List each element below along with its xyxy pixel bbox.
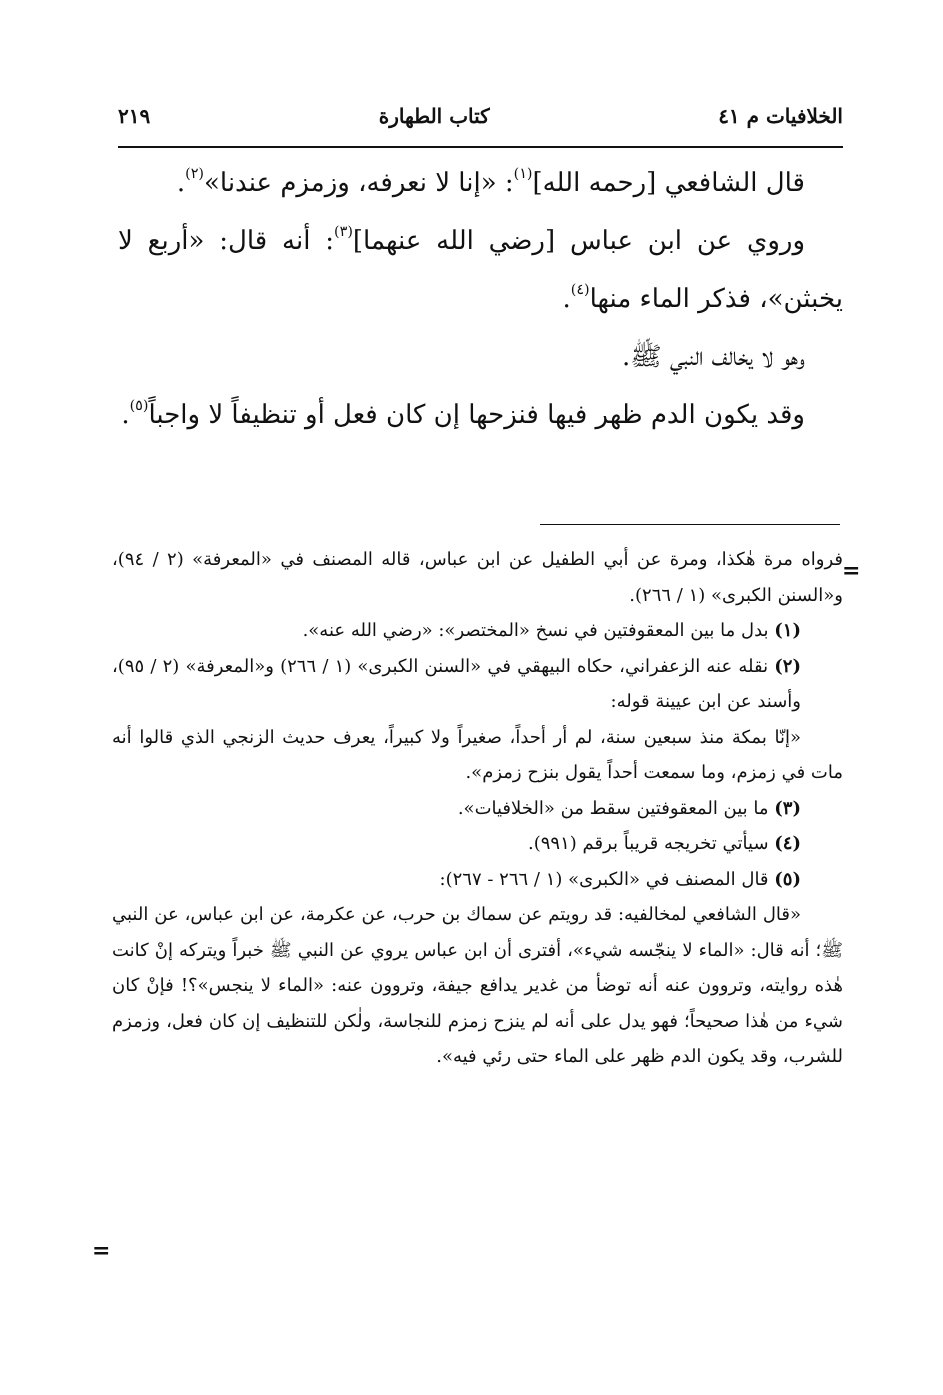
paragraph-3: وهو لا يخالف النبي ﷺ. (621, 342, 805, 372)
page-number: ٢١٩ (118, 104, 151, 128)
footnote-ref: (١) (513, 166, 533, 183)
text: قال الشافعي [رحمه الله] (532, 168, 805, 198)
footnote-text: سيأتي تخريجه قريباً برقم (٩٩١). (528, 833, 769, 854)
footnote-4 (112, 826, 843, 862)
text: . (176, 168, 186, 198)
footnote-1 (112, 613, 843, 649)
footnote-number: (٥) (774, 868, 801, 890)
footnote-continuation: فرواه مرة هٰكذا، ومرة عن أبي الطفيل عن ابن عباس، قاله المصنف في «المعرفة» (٢ / ٩٤)، و«السنن الكبرى» (١ / ٢٦٦). (112, 549, 843, 606)
footnote-5-quote: «قال الشافعي لمخالفيه: قد رويتم عن سماك بن حرب، عن عكرمة، عن ابن عباس، عن النبي ﷺ؛ أنه قال: «الماء لا ينجّسه شيء»، أفترى أن ابن عباس يروي عن النبي ﷺ خبراً ويتركه إنْ كانت هٰذه روايته، وتروون عنه أنه توضأ من غدير يدافع جيفة، وتروون عنه: «الماء لا ينجس»؟! فإنْ كان شيء من هٰذا صحيحاً؛ فهو يدل على أنه لم ينزح زمزم للنجاسة، ولٰكن للتنظيف إن كان فعل، وزمزم للشرب، وقد يكون الدم ظهر على الماء حتى رئي فيه». (112, 904, 843, 1067)
next-page-marker: = (92, 1238, 111, 1264)
chapter-title: كتاب الطهارة (378, 104, 490, 128)
footnote-text: بدل ما بين المعقوفتين في نسخ «المختصر»: «رضي الله عنه». (302, 620, 769, 641)
text: وروي عن ابن عباس [رضي الله عنهما] (352, 226, 806, 256)
text: . (121, 400, 130, 430)
text: : «إنا لا نعرفه، وزمزم عندنا» (203, 168, 514, 198)
footnotes (112, 542, 843, 1075)
footnote-number: (١) (774, 620, 801, 641)
footnote-number: (٢) (774, 655, 801, 677)
footnote-separator (540, 524, 840, 525)
footnote-text: ما بين المعقوفتين سقط من «الخلافيات». (457, 797, 769, 819)
footnote-text: نقله عنه الزعفراني، حكاه البيهقي في «السنن الكبرى» (١ / ٢٦٦) و«المعرفة» (٢ / ٩٥)، وأسند عن ابن عيينة قوله: (112, 655, 801, 712)
text: . (562, 284, 571, 314)
footnote-number: (٣) (774, 797, 801, 819)
footnote-ref: (٤) (570, 282, 590, 299)
footnote-2 (112, 649, 843, 720)
text: : أنه قال: «أربع لا يخبثن»، فذكر الماء منها (118, 226, 843, 314)
main-text (118, 154, 843, 444)
running-header (118, 96, 843, 136)
text: وقد يكون الدم ظهر فيها فنزحها إن كان فعل أو تنظيفاً لا واجباً (148, 400, 805, 430)
paragraph-2 (118, 212, 843, 328)
footnote-ref: (٢) (185, 166, 204, 183)
footnote-ref: (٥) (129, 398, 149, 415)
footnote-text: قال المصنف في «الكبرى» (١ / ٢٦٦ - ٢٦٧): (439, 868, 769, 890)
footnote-number: (٤) (774, 833, 801, 854)
footnote-5 (112, 862, 843, 898)
header-rule (118, 146, 843, 148)
continuation-marker: = (842, 558, 861, 584)
book-title: الخلافيات م ٤١ (718, 104, 843, 128)
footnote-2-quote: «إنّا بمكة منذ سبعين سنة، لم أر أحداً، صغيراً ولا كبيراً، يعرف حديث الزنجي الذي قالوا أنه مات في زمزم، وما سمعت أحداً يقول بنزح زمزم». (112, 726, 843, 783)
paragraph-1 (118, 154, 843, 212)
footnote-ref: (٣) (334, 224, 353, 241)
paragraph-4 (118, 386, 843, 444)
footnote-3 (112, 791, 843, 827)
